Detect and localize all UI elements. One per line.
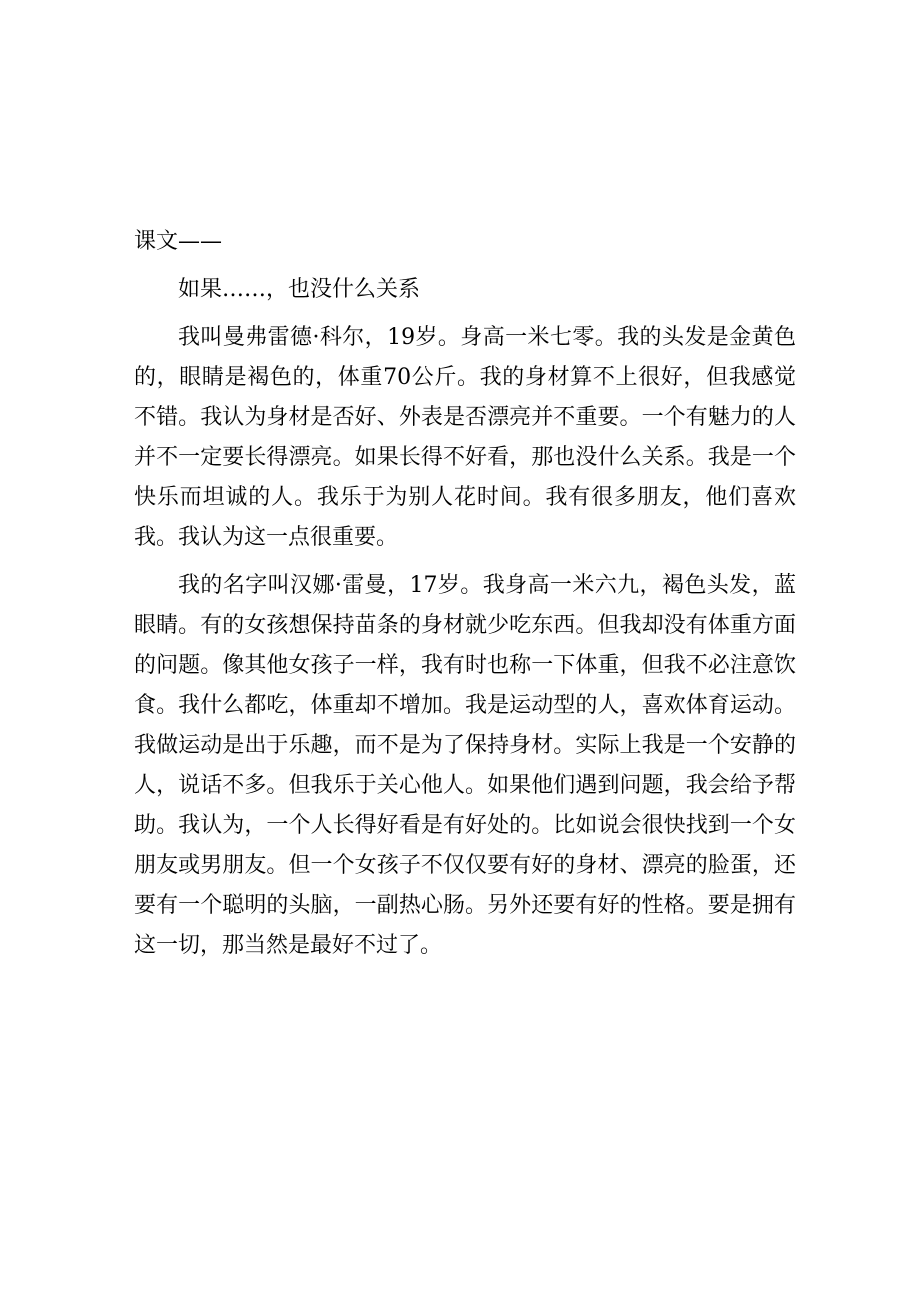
paragraph-manfred: 我叫曼弗雷德·科尔，19岁。身高一米七零。我的头发是金黄色的，眼睛是褐色的，体重70公斤。我的身材算不上很好，但我感觉不错。我认为身材是否好、外表是否漂亮并不重要。一个有魅力的人并不一定要长得漂亮。如果长得不好看，那也没什么关系。我是一个快乐而坦诚的人。我乐于为别人花时间。我有很多朋友，他们喜欢我。我认为这一点很重要。	[134, 325, 796, 550]
paragraph-hanna: 我的名字叫汉娜·雷曼，17岁。我身高一米六九，褐色头发，蓝眼睛。有的女孩想保持苗条的身材就少吃东西。但我却没有体重方面的问题。像其他女孩子一样，我有时也称一下体重，但我不必注意饮食。我什么都吃，体重却不增加。我是运动型的人，喜欢体育运动。我做运动是出于乐趣，而不是为了保持身材。实际上我是一个安静的人，说话不多。但我乐于关心他人。如果他们遇到问题，我会给予帮助。我认为，一个人长得好看是有好处的。比如说会很快找到一个女朋友或男朋友。但一个女孩子不仅仅要有好的身材、漂亮的脸蛋，还要有一个聪明的头脑，一副热心肠。另外还要有好的性格。要是拥有这一切，那当然是最好不过了。	[134, 573, 796, 958]
document-body	[134, 222, 796, 974]
lesson-subtitle: 如果……，也没什么关系	[178, 277, 421, 302]
lesson-heading: 课文——	[134, 229, 223, 254]
